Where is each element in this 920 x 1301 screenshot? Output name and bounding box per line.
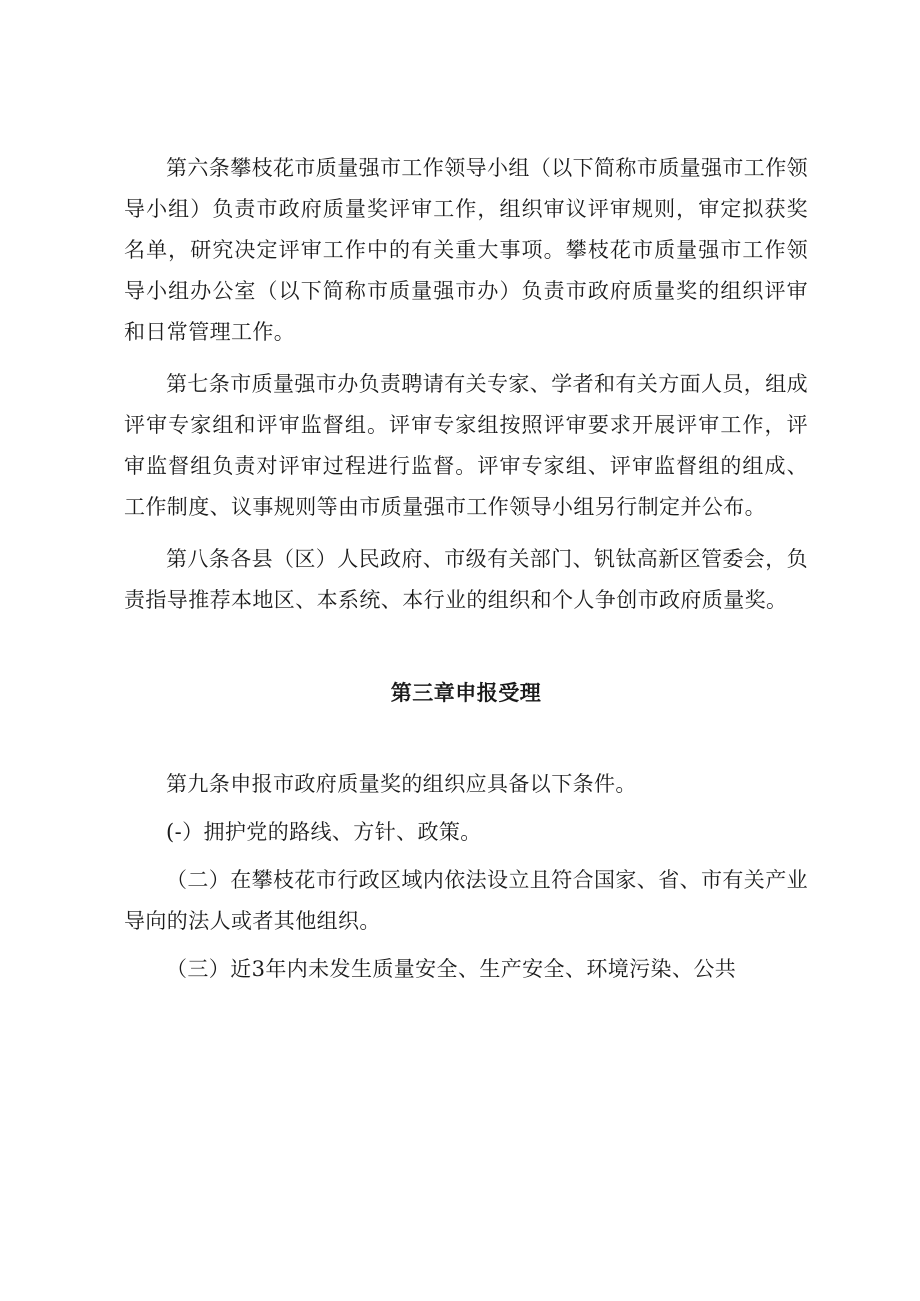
- document-page: [124, 148, 808, 997]
- article-7-paragraph: 第七条市质量强市办负责聘请有关专家、学者和有关方面人员，组成评审专家组和评审监督组。评审专家组按照评审要求开展评审工作，评审监督组负责对评审过程进行监督。评审专家组、评审监督组的组成、工作制度、议事规则等由市质量强市工作领导小组另行制定并公布。: [124, 372, 808, 519]
- condition-1-paragraph: (-）拥护党的路线、方针、政策。: [166, 820, 482, 844]
- chapter-title: 第三章申报受理: [390, 681, 542, 705]
- condition-2-paragraph: （二）在攀枝花市行政区域内依法设立且符合国家、省、市有关产业导向的法人或者其他组织。: [124, 868, 808, 933]
- article-8-paragraph: 第八条各县（区）人民政府、市级有关部门、钒钛高新区管委会，负责指导推荐本地区、本系统、本行业的组织和个人争创市政府质量奖。: [124, 547, 808, 612]
- article-9-paragraph: 第九条申报市政府质量奖的组织应具备以下条件。: [166, 772, 637, 796]
- condition-3-paragraph: （三）近3年内未发生质量安全、生产安全、环境污染、公共: [166, 957, 737, 981]
- article-6-paragraph: 第六条攀枝花市质量强市工作领导小组（以下简称市质量强市工作领导小组）负责市政府质量奖评审工作，组织审议评审规则，审定拟获奖名单，研究决定评审工作中的有关重大事项。攀枝花市质量强市工作领导小组办公室（以下简称市质量强市办）负责市政府质量奖的组织评审和日常管理工作。: [124, 156, 808, 344]
